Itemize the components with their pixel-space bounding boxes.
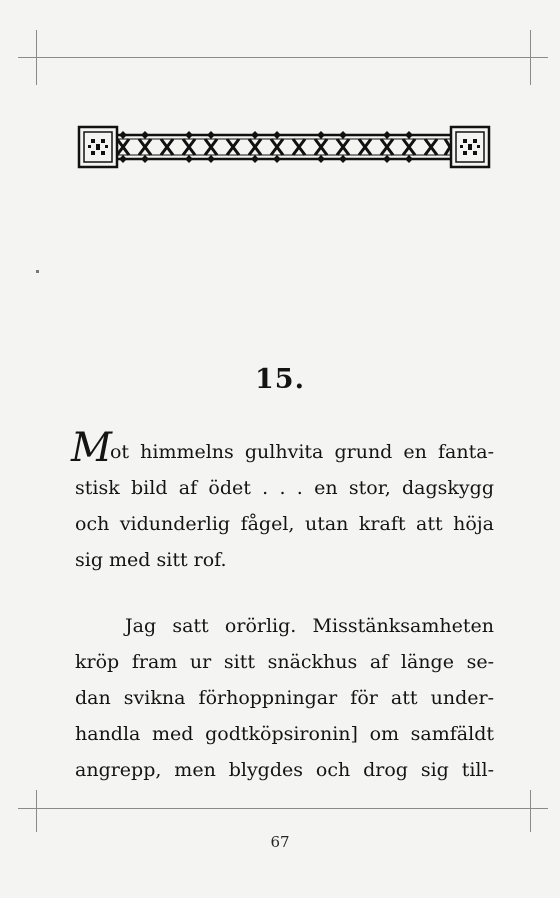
text-line: och vidunderlig fågel, utan kraft att höja — [75, 513, 494, 535]
right-rule-top — [530, 30, 531, 85]
text-line: stisk bild af ödet . . . en stor, dagskygg — [75, 477, 494, 499]
text-line-rest: ot himmelns gulhvita grund en fanta- — [109, 441, 494, 463]
text-line: kröp fram ur sitt snäckhus af länge se- — [75, 651, 494, 673]
right-end-block — [451, 127, 489, 167]
paragraph-1 — [71, 425, 494, 578]
text-line: handla med godtköpsironin] om samfäldt — [75, 723, 494, 745]
drop-cap: M — [71, 425, 112, 471]
ornamental-headpiece — [77, 125, 491, 173]
top-rule — [18, 57, 548, 58]
left-end-block — [79, 127, 117, 167]
text-line: Jag satt orörlig. Misstänksamheten — [125, 615, 494, 637]
paragraph-2 — [75, 608, 494, 788]
chapter-number: 15. — [255, 364, 305, 395]
text-line: angrepp, men blygdes och drog sig till- — [75, 759, 494, 781]
right-rule-bottom — [530, 790, 531, 832]
page-number: 67 — [270, 833, 290, 851]
left-rule-top — [36, 30, 37, 85]
text-line: sig med sitt rof. — [75, 549, 227, 571]
bottom-rule — [18, 808, 548, 809]
left-rule-bottom — [36, 790, 37, 832]
left-margin-dot — [36, 270, 39, 273]
text-line: dan svikna förhoppningar för att under- — [75, 687, 494, 709]
text-line — [71, 425, 494, 471]
